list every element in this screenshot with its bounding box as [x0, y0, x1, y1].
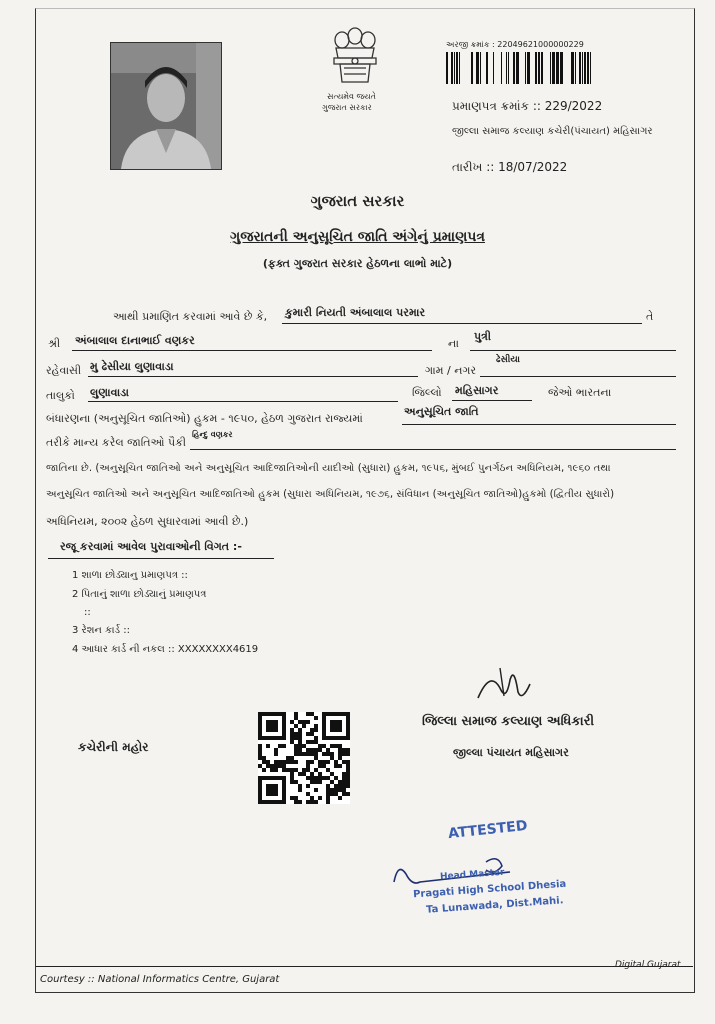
barcode	[446, 52, 592, 84]
taluka-label: તાલુકો	[46, 389, 75, 402]
emblem-caption: ગુજરાત સરકાર	[322, 103, 372, 112]
officer-title: જિલ્લા સમાજ કલ્યાણ અધિકારી	[422, 714, 595, 729]
office-seal-label: કચેરીની મહોર	[78, 740, 149, 754]
na-label: ના	[448, 337, 459, 350]
national-emblem-icon	[322, 22, 388, 92]
district-label: જિલ્લો	[412, 386, 442, 399]
digital-gujarat-text: Digital Gujarat	[615, 960, 681, 970]
evidence-underline	[48, 558, 274, 559]
applicant-photo	[110, 42, 222, 170]
attested-stamp: ATTESTED	[447, 817, 529, 843]
certificate-number: પ્રમાણપત્ર ક્રમાંક :: 229/2022	[452, 99, 603, 113]
district-line	[452, 400, 532, 401]
recognized-text: તરીકે માન્ય કરેલ જાતિઓ પૈકી	[46, 436, 187, 449]
caste-line	[190, 449, 676, 450]
legal-text-2: અનુસૂચિત જાતિઓ અને અનુસૂચિત આદિજાતિઓ હુકમ (સુધારા અધિનિયમ, ૧૯૭૬, સંવિધાન (અનુસૂચિત જાતિઓ)હુકમો (દ્વિતીય સુધારો)	[46, 489, 615, 500]
officer-panchayat: જીલ્લા પંચાયત મહિસાગર	[453, 746, 569, 759]
evidence-item: 4 આધાર કાર્ડ ની નકલ :: XXXXXXXX4619	[72, 644, 259, 655]
legal-text-3: અધિનિયમ, ૨૦૦૨ હેઠળ સુધારવામાં આવી છે.)	[46, 515, 249, 528]
relation: પુત્રી	[474, 330, 492, 343]
holder-name: કુમારી નિયતી અંબાલાલ પરમાર	[285, 306, 426, 319]
address-line	[88, 376, 418, 377]
india-text: જેઓ ભારતના	[548, 386, 612, 399]
footer-line	[36, 966, 693, 967]
relation-line	[470, 350, 676, 351]
issuing-office: જીલ્લા સમાજ કલ્યાણ કચેરી(પંચાયત) મહિસાગર	[452, 126, 653, 137]
legal-text-1: જાતિના છે. (અનુસૂચિત જાતિઓ અને અનુસૂચિત આદિજાતિઓની યાદીઓ (સુધારા) હુકમ, ૧૯૫૬, મુંબઈ પુનર્ગઠન અધિનિયમ, ૧૯૬૦ તથા	[46, 463, 611, 474]
evidence-item: 2 પિતાનું શાળા છોડ્યાનું પ્રમાણપત્ર	[72, 589, 207, 600]
stamp-place: Ta Lunawada, Dist.Mahi.	[425, 895, 564, 916]
category-line	[402, 424, 676, 425]
evidence-item: 1 શાળા છોડ્યાનુ પ્રમાણપત્ર ::	[72, 570, 188, 581]
category: અનુસૂચિત જાતિ	[404, 405, 479, 418]
evidence-item: ::	[84, 607, 91, 618]
village-name: ઢેસીયા	[496, 355, 520, 365]
officer-signature	[470, 662, 540, 706]
taluka-line	[88, 401, 398, 402]
stamp-school: Pragati High School Dhesia	[412, 878, 567, 901]
shri-label: શ્રી	[48, 337, 61, 350]
evidence-item: 3 રેશન કાર્ડ ::	[72, 625, 130, 636]
name-line	[282, 323, 642, 324]
courtesy-text: Courtesy :: National Informatics Centre, Gujarat	[40, 974, 280, 985]
qr-code	[258, 712, 350, 804]
stamp-head: Head Master	[439, 867, 505, 883]
emblem-motto: સત્યમેવ જયતે	[327, 92, 376, 101]
father-name: અંબાલાલ દાનાભાઈ વણકર	[75, 334, 195, 347]
certify-text: આથી પ્રમાણિત કરવામાં આવે છે કે,	[113, 310, 268, 323]
order-text: બંધારણના (અનુસૂચિત જાતિઓ) હુકમ - ૧૯૫૦, હેઠળ ગુજરાત રાજ્યમાં	[46, 412, 363, 425]
evidence-heading: રજૂ કરવામાં આવેલ પુરાવાઓની વિગત :-	[60, 540, 242, 553]
district-name: મહિસાગર	[455, 384, 499, 397]
government-title: ગુજરાત સરકાર	[310, 192, 405, 210]
certificate-subtitle: (ફક્ત ગુજરાત સરકાર હેઠળના લાભો માટે)	[262, 257, 453, 270]
village-line	[480, 376, 676, 377]
text-te: તે	[646, 310, 654, 323]
certificate-title: ગુજરાતની અનુસૂચિત જાતિ અંગેનું પ્રમાણપત્ર	[229, 229, 485, 245]
issue-date: તારીખ :: 18/07/2022	[452, 160, 568, 174]
resident-label: રહેવાસી	[46, 364, 82, 377]
taluka-name: લુણાવાડા	[90, 386, 129, 399]
village-label: ગામ / નગર	[425, 364, 477, 377]
father-line	[72, 350, 432, 351]
address: મુ ઢેસીયા લુણાવાડા	[90, 360, 174, 373]
caste-name: હિન્દુ વણકર	[192, 430, 233, 439]
application-number: અરજી ક્રમાંક : 22049621000000229	[446, 40, 584, 49]
